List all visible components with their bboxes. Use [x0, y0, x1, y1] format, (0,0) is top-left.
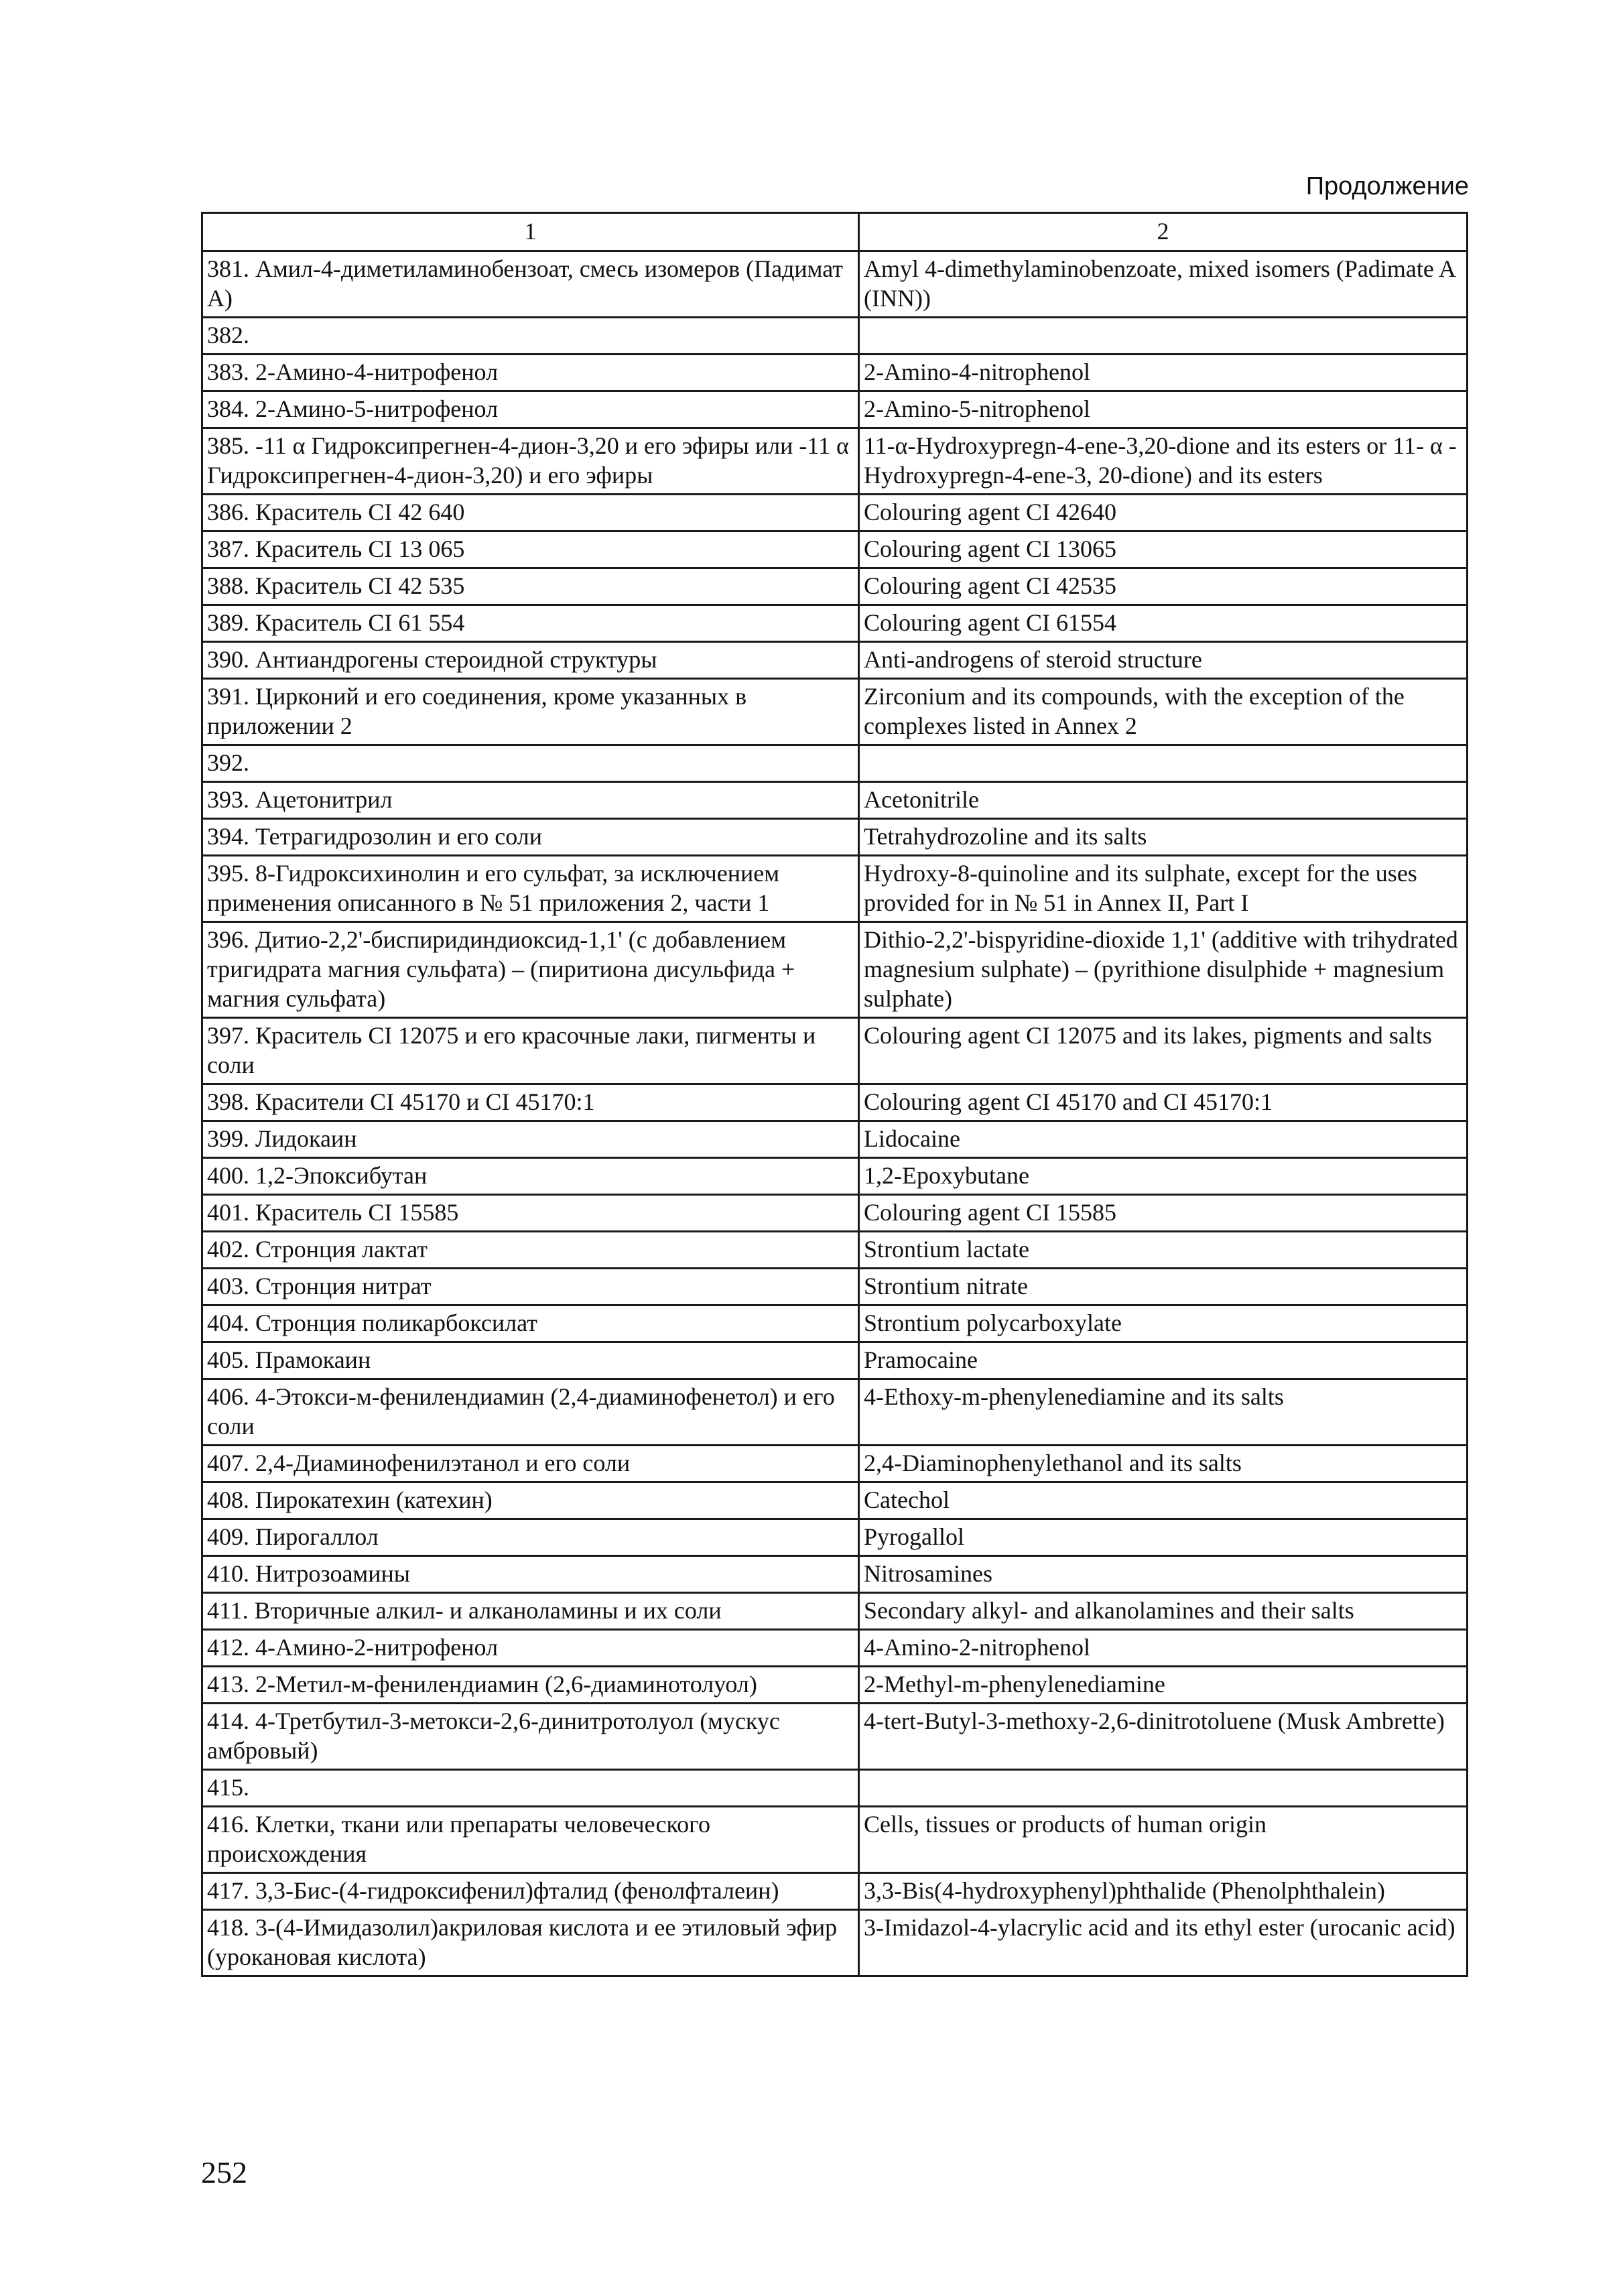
cell-russian-name: 392. — [202, 745, 859, 782]
cell-russian-name: 383. 2-Амино-4-нитрофенол — [202, 355, 859, 391]
cell-russian-name: 386. Краситель CI 42 640 — [202, 495, 859, 531]
cell-english-name: Strontium nitrate — [859, 1269, 1468, 1305]
cell-russian-name: 413. 2-Метил-м-фенилендиамин (2,6-диаминотолуол) — [202, 1667, 859, 1704]
cell-english-name: 1,2-Epoxybutane — [859, 1158, 1468, 1195]
table-row — [202, 1873, 1468, 1910]
cell-russian-name: 395. 8-Гидроксихинолин и его сульфат, за исключением применения описанного в № 51 приложения 2, части 1 — [202, 856, 859, 922]
table-header-row — [202, 213, 1468, 251]
table-row — [202, 1807, 1468, 1873]
table-row — [202, 1482, 1468, 1519]
table-row — [202, 819, 1468, 856]
cell-english-name: Catechol — [859, 1482, 1468, 1519]
table-row — [202, 1770, 1468, 1807]
substances-table — [201, 212, 1468, 1977]
table-row — [202, 922, 1468, 1018]
table-row — [202, 1630, 1468, 1667]
cell-english-name: 2-Amino-4-nitrophenol — [859, 355, 1468, 391]
cell-english-name: Colouring agent CI 45170 and CI 45170:1 — [859, 1084, 1468, 1121]
column-header-1: 1 — [202, 213, 859, 251]
cell-russian-name: 398. Красители CI 45170 и CI 45170:1 — [202, 1084, 859, 1121]
cell-english-name: Colouring agent CI 42640 — [859, 495, 1468, 531]
table-row — [202, 1269, 1468, 1305]
cell-english-name: Anti-androgens of steroid structure — [859, 642, 1468, 679]
cell-russian-name: 382. — [202, 318, 859, 355]
cell-english-name: Colouring agent CI 12075 and its lakes, pigments and salts — [859, 1018, 1468, 1084]
cell-russian-name: 409. Пирогаллол — [202, 1519, 859, 1556]
cell-russian-name: 411. Вторичные алкил- и алканоламины и их соли — [202, 1593, 859, 1630]
cell-russian-name: 389. Краситель CI 61 554 — [202, 605, 859, 642]
cell-russian-name: 393. Ацетонитрил — [202, 782, 859, 819]
table-row — [202, 1379, 1468, 1446]
table-row — [202, 1018, 1468, 1084]
table-row — [202, 1305, 1468, 1342]
cell-english-name — [859, 318, 1468, 355]
cell-english-name: Zirconium and its compounds, with the exception of the complexes listed in Annex 2 — [859, 679, 1468, 745]
table-row — [202, 856, 1468, 922]
cell-english-name: 11-α-Hydroxypregn-4-ene-3,20-dione and its esters or 11- α -Hydroxypregn-4-ene-3, 20-dione) and its esters — [859, 428, 1468, 495]
table-row — [202, 605, 1468, 642]
cell-english-name: Lidocaine — [859, 1121, 1468, 1158]
table-row — [202, 1446, 1468, 1482]
cell-english-name: Pyrogallol — [859, 1519, 1468, 1556]
cell-russian-name: 403. Стронция нитрат — [202, 1269, 859, 1305]
table-row — [202, 1121, 1468, 1158]
cell-russian-name: 407. 2,4-Диаминофенилэтанол и его соли — [202, 1446, 859, 1482]
cell-russian-name: 381. Амил-4-диметиламинобензоат, смесь изомеров (Падимат А) — [202, 251, 859, 318]
cell-russian-name: 394. Тетрагидрозолин и его соли — [202, 819, 859, 856]
cell-russian-name: 402. Стронция лактат — [202, 1232, 859, 1269]
cell-english-name: Colouring agent CI 42535 — [859, 568, 1468, 605]
page-number: 252 — [201, 2155, 247, 2189]
cell-russian-name: 387. Краситель CI 13 065 — [202, 531, 859, 568]
cell-russian-name: 406. 4-Этокси-м-фенилендиамин (2,4-диаминофенетол) и его соли — [202, 1379, 859, 1446]
table-row — [202, 1342, 1468, 1379]
cell-english-name: Colouring agent CI 61554 — [859, 605, 1468, 642]
cell-russian-name: 408. Пирокатехин (катехин) — [202, 1482, 859, 1519]
table-row — [202, 355, 1468, 391]
table-row — [202, 251, 1468, 318]
table-row — [202, 1195, 1468, 1232]
cell-russian-name: 415. — [202, 1770, 859, 1807]
cell-russian-name: 412. 4-Амино-2-нитрофенол — [202, 1630, 859, 1667]
cell-russian-name: 414. 4-Третбутил-3-метокси-2,6-динитротолуол (мускус амбровый) — [202, 1704, 859, 1770]
cell-english-name: 4-tert-Butyl-3-methoxy-2,6-dinitrotoluene (Musk Ambrette) — [859, 1704, 1468, 1770]
table-row — [202, 531, 1468, 568]
table-row — [202, 318, 1468, 355]
cell-russian-name: 405. Прамокаин — [202, 1342, 859, 1379]
table-body — [202, 251, 1468, 1976]
cell-english-name: Tetrahydrozoline and its salts — [859, 819, 1468, 856]
cell-english-name — [859, 1770, 1468, 1807]
cell-english-name: Hydroxy-8-quinoline and its sulphate, except for the uses provided for in № 51 in Annex II, Part I — [859, 856, 1468, 922]
cell-english-name: Amyl 4-dimethylaminobenzoate, mixed isomers (Padimate A (INN)) — [859, 251, 1468, 318]
table-row — [202, 679, 1468, 745]
continuation-label: Продолжение — [1305, 172, 1469, 200]
cell-english-name: Strontium lactate — [859, 1232, 1468, 1269]
table-row — [202, 391, 1468, 428]
table-row — [202, 1556, 1468, 1593]
cell-russian-name: 396. Дитио-2,2'-биспиридиндиоксид-1,1' (с добавлением тригидрата магния сульфата) – (пиритиона дисульфида + магния сульфата) — [202, 922, 859, 1018]
cell-english-name: Colouring agent CI 15585 — [859, 1195, 1468, 1232]
cell-english-name: Secondary alkyl- and alkanolamines and their salts — [859, 1593, 1468, 1630]
cell-russian-name: 384. 2-Амино-5-нитрофенол — [202, 391, 859, 428]
cell-russian-name: 416. Клетки, ткани или препараты человеческого происхождения — [202, 1807, 859, 1873]
cell-english-name: 2-Methyl-m-phenylenediamine — [859, 1667, 1468, 1704]
cell-russian-name: 401. Краситель CI 15585 — [202, 1195, 859, 1232]
cell-russian-name: 391. Цирконий и его соединения, кроме указанных в приложении 2 — [202, 679, 859, 745]
cell-english-name — [859, 745, 1468, 782]
cell-russian-name: 410. Нитрозоамины — [202, 1556, 859, 1593]
cell-english-name: 2-Amino-5-nitrophenol — [859, 391, 1468, 428]
table-row — [202, 1593, 1468, 1630]
cell-russian-name: 400. 1,2-Эпоксибутан — [202, 1158, 859, 1195]
table-row — [202, 1704, 1468, 1770]
table-row — [202, 568, 1468, 605]
table-row — [202, 1084, 1468, 1121]
cell-russian-name: 385. -11 α Гидроксипрегнен-4-дион-3,20 и его эфиры или -11 α Гидроксипрегнен-4-дион-3,20) и его эфиры — [202, 428, 859, 495]
cell-russian-name: 397. Краситель CI 12075 и его красочные лаки, пигменты и соли — [202, 1018, 859, 1084]
cell-russian-name: 417. 3,3-Бис-(4-гидроксифенил)фталид (фенолфталеин) — [202, 1873, 859, 1910]
cell-english-name: Pramocaine — [859, 1342, 1468, 1379]
cell-russian-name: 390. Антиандрогены стероидной структуры — [202, 642, 859, 679]
cell-english-name: Cells, tissues or products of human origin — [859, 1807, 1468, 1873]
table-row — [202, 495, 1468, 531]
cell-english-name: 3-Imidazol-4-ylacrylic acid and its ethyl ester (urocanic acid) — [859, 1910, 1468, 1976]
table-row — [202, 782, 1468, 819]
table-row — [202, 1667, 1468, 1704]
table-row — [202, 642, 1468, 679]
cell-russian-name: 399. Лидокаин — [202, 1121, 859, 1158]
cell-english-name: Colouring agent CI 13065 — [859, 531, 1468, 568]
cell-english-name: Strontium polycarboxylate — [859, 1305, 1468, 1342]
cell-english-name: Acetonitrile — [859, 782, 1468, 819]
cell-english-name: 2,4-Diaminophenylethanol and its salts — [859, 1446, 1468, 1482]
table-row — [202, 428, 1468, 495]
table-row — [202, 1910, 1468, 1976]
table-row — [202, 1158, 1468, 1195]
column-header-2: 2 — [859, 213, 1468, 251]
cell-russian-name: 418. 3-(4-Имидазолил)акриловая кислота и ее этиловый эфир (урокановая кислота) — [202, 1910, 859, 1976]
table-row — [202, 1519, 1468, 1556]
cell-english-name: Dithio-2,2'-bispyridine-dioxide 1,1' (additive with trihydrated magnesium sulphate) – (pyrithione disulphide + magnesium sulphate) — [859, 922, 1468, 1018]
cell-english-name: 3,3-Bis(4-hydroxyphenyl)phthalide (Phenolphthalein) — [859, 1873, 1468, 1910]
cell-english-name: 4-Amino-2-nitrophenol — [859, 1630, 1468, 1667]
cell-english-name: 4-Ethoxy-m-phenylenediamine and its salts — [859, 1379, 1468, 1446]
table-row — [202, 745, 1468, 782]
cell-english-name: Nitrosamines — [859, 1556, 1468, 1593]
cell-russian-name: 404. Стронция поликарбоксилат — [202, 1305, 859, 1342]
table-row — [202, 1232, 1468, 1269]
cell-russian-name: 388. Краситель CI 42 535 — [202, 568, 859, 605]
